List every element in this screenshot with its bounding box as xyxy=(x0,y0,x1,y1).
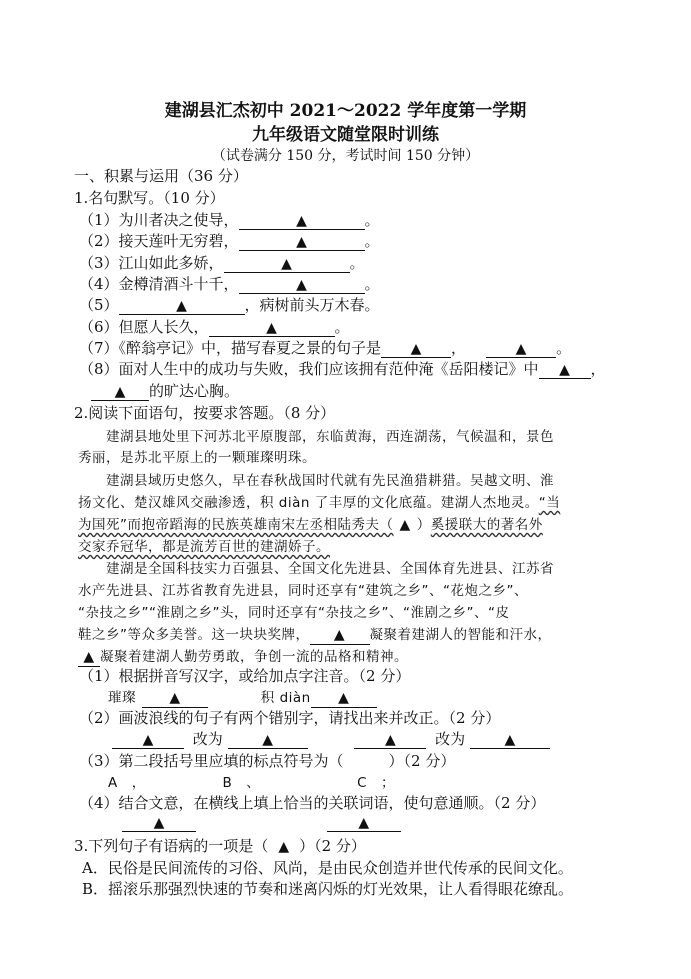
wavy-sentence: 为国死”而抱帝蹈海的民族英雄南宋左丞相陆秀夫（ xyxy=(78,517,394,533)
q2-sub-3: （3）第二段括号里应填的标点符号为（ ）（2 分） xyxy=(79,752,456,770)
answer-blank[interactable]: ▲ xyxy=(310,627,370,645)
passage-line: 鞋之乡”等众多美誉。这一块块奖牌， ▲ 凝聚着建湖人的智能和汗水， xyxy=(78,627,552,643)
wavy-sentence: 交家乔冠华，都是流芳百世的建湖娇子。 xyxy=(78,539,330,555)
q1-item-3: （3）江山如此多娇， ▲ 。 xyxy=(79,254,365,272)
question-2-heading: 2.阅读下面语句，按要求答题。（8 分） xyxy=(74,404,336,422)
q1-item-1: （1）为川者决之使导， ▲ 。 xyxy=(79,211,380,229)
passage-line: 秀丽，是苏北平原上的一颗璀璨明珠。 xyxy=(78,450,316,466)
q1-item-5: （5） ▲ ，病树前头万木春。 xyxy=(79,296,380,314)
answer-blank[interactable]: ▲ xyxy=(224,255,350,273)
passage-line: 水产先进县、江苏省教育先进县，同时还享有“建筑之乡”、“花炮之乡”、 xyxy=(78,583,528,599)
q2-sub-1: （1）根据拼音写汉字，或给加点字注音。（2 分） xyxy=(79,667,411,685)
passage-line: 建湖是全国科技实力百强县、全国文化先进县、全国体育先进县、江苏省 xyxy=(106,561,554,577)
q1-item-8-cont: ▲ 的旷达心胸。 xyxy=(91,380,239,401)
answer-blank[interactable]: ▲ xyxy=(311,690,377,708)
q2-sub-1-answers: 璀璨 ▲ 积 diàn ▲ xyxy=(108,686,377,708)
answer-blank[interactable]: ▲ xyxy=(470,731,550,749)
answer-blank[interactable]: ▲ xyxy=(228,731,308,749)
answer-blank[interactable]: ▲ xyxy=(239,212,365,230)
exam-subtitle: 九年级语文随堂限时训练 xyxy=(252,125,439,145)
answer-blank[interactable]: ▲ xyxy=(119,297,245,315)
question-1-heading: 1.名句默写。（10 分） xyxy=(74,189,225,207)
q2-sub-4: （4）结合文意，在横线上填上恰当的关联词语，使句意通顺。（2 分） xyxy=(79,794,546,812)
answer-blank[interactable]: ▲ xyxy=(486,340,556,358)
wavy-sentence: 奚援联大的著名外 xyxy=(430,517,543,533)
answer-blank[interactable]: ▲ xyxy=(539,361,591,379)
q1-item-7: （7）《醉翁亭记》中，描写春夏之景的句子是 ▲ ， ▲ 。 xyxy=(79,339,572,357)
section-heading: 一、积累与运用（36 分） xyxy=(74,167,248,185)
answer-blank[interactable]: ▲ xyxy=(112,731,184,749)
q1-item-8: （8）面对人生中的成功与失败，我们应该拥有范仲淹《岳阳楼记》中 ▲ ， xyxy=(79,360,606,378)
q1-item-2: （2）接天莲叶无穷碧， ▲ 。 xyxy=(79,232,380,250)
exam-title: 建湖县汇杰初中 2021～2022 学年度第一学期 xyxy=(164,101,527,121)
passage-line: ▲ 凝聚着建湖人勤劳勇敢，争创一流的品格和精神。 xyxy=(78,645,408,667)
q1-item-6: （6）但愿人长久， ▲ 。 xyxy=(79,318,350,336)
passage-line: 扬文化、楚汉雄风交融渗透，积 diàn 了丰厚的文化底蕴。建湖人杰地灵。“当 xyxy=(78,495,561,511)
q3-option-a[interactable]: A．民俗是民间流传的习俗、风尚，是由民众创造并世代传承的民间文化。 xyxy=(82,859,573,877)
answer-blank[interactable]: ▲ xyxy=(381,340,451,358)
q2-sub-2: （2）画波浪线的句子有两个错别字，请找出来并改正。（2 分） xyxy=(79,709,501,727)
passage-line: 建湖县地处里下河苏北平原腹部，东临黄海，西连湖荡，气候温和，景色 xyxy=(106,429,554,445)
question-3-heading: 3.下列句子有语病的一项是（ ▲ ）（2 分） xyxy=(74,837,366,855)
answer-blank[interactable]: ▲ xyxy=(91,383,149,401)
answer-blank[interactable]: ▲ xyxy=(239,276,365,294)
answer-blank[interactable]: ▲ xyxy=(209,319,335,337)
answer-blank[interactable]: ▲ xyxy=(142,690,208,708)
q3-option-b[interactable]: B．摇滚乐那强烈快速的节奏和迷离闪烁的灯光效果，让人看得眼花缭乱。 xyxy=(82,880,574,898)
q1-item-4: （4）金樽清酒斗十千， ▲ 。 xyxy=(79,275,380,293)
exam-info: （试卷满分 150 分，考试时间 150 分钟） xyxy=(211,148,480,164)
passage-line: “杂技之乡”“淮剧之乡”头，同时还享有“杂技之乡”、“淮剧之乡”、“皮 xyxy=(78,605,510,621)
q2-sub-2-answers: ▲ 改为 ▲ ▲ 改为 ▲ xyxy=(112,728,550,749)
answer-blank[interactable]: ▲ xyxy=(78,649,100,667)
answer-blank[interactable]: ▲ xyxy=(354,731,426,749)
passage-line: 建湖县域历史悠久，早在春秋战国时代就有先民渔猎耕猎。吴越文明、淮 xyxy=(106,473,554,489)
q2-sub-4-answers xyxy=(122,813,401,832)
passage-line xyxy=(78,535,330,555)
passage-line: 为国死”而抱帝蹈海的民族英雄南宋左丞相陆秀夫（ ▲ ）奚援联大的著名外 xyxy=(78,517,543,533)
wavy-sentence: “当 xyxy=(538,495,561,511)
answer-blank[interactable]: ▲ xyxy=(122,814,196,832)
answer-blank[interactable]: ▲ xyxy=(327,814,401,832)
q2-sub-3-options: A ， B 、 C ； xyxy=(108,775,396,791)
answer-blank[interactable]: ▲ xyxy=(239,233,365,251)
